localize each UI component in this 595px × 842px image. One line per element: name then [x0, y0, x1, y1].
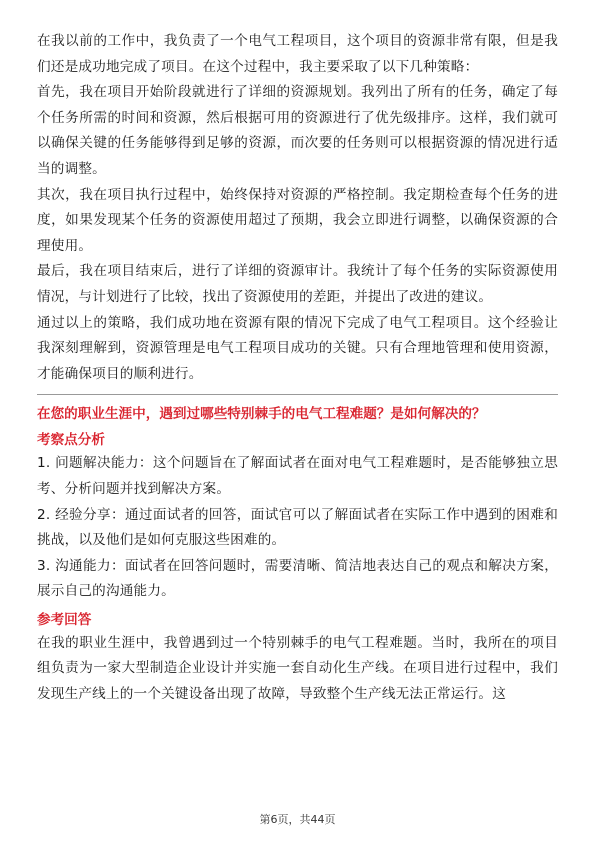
question-title: 在您的职业生涯中，遇到过哪些特别棘手的电气工程难题？是如何解决的？ — [37, 406, 486, 423]
body-paragraph: 其次，我在项目执行过程中，始终保持对资源的严格控制。我定期检查每个任务的进度，如果发现某个任务的资源使用超过了预期，我会立即进行调整，以确保资源的合理使用。 — [37, 186, 558, 254]
analysis-item: 2. 经验分享：通过面试者的回答，面试官可以了解面试者在实际工作中遇到的困难和挑战，以及他们是如何克服这些困难的。 — [37, 506, 558, 549]
analysis-heading: 考察点分析 — [37, 432, 105, 449]
analysis-item: 3. 沟通能力：面试者在回答问题时，需要清晰、简洁地表达自己的观点和解决方案，展示自己的沟通能力。 — [37, 557, 558, 600]
analysis-item: 1. 问题解决能力：这个问题旨在了解面试者在面对电气工程难题时，是否能够独立思考、分析问题并找到解决方案。 — [37, 455, 558, 497]
answer-heading: 参考回答 — [37, 611, 92, 628]
answer-paragraph: 在我的职业生涯中，我曾遇到过一个特别棘手的电气工程难题。当时，我所在的项目组负责为一家大型制造企业设计并实施一套自动化生产线。在项目进行过程中，我们发现生产线上的一个关键设备出现了故障，导致整个生产线无法正常运行。这 — [37, 634, 558, 703]
body-paragraph: 通过以上的策略，我们成功地在资源有限的情况下完成了电气工程项目。这个经验让我深刻理解到，资源管理是电气工程项目成功的关键。只有合理地管理和使用资源，才能确保项目的顺利进行。 — [37, 314, 558, 382]
page-number: 第6页，共44页 — [259, 813, 336, 826]
document-page — [37, 29, 558, 708]
body-paragraph: 最后，我在项目结束后，进行了详细的资源审计。我统计了每个任务的实际资源使用情况，与计划进行了比较，找出了资源使用的差距，并提出了改进的建议。 — [37, 263, 558, 305]
body-paragraph: 首先，我在项目开始阶段就进行了详细的资源规划。我列出了所有的任务，确定了每个任务所需的时间和资源，然后根据可用的资源进行了优先级排序。这样，我们就可以确保关键的任务能够得到足够的资源，而次要的任务则可以根据资源的情况进行适当的调整。 — [37, 84, 558, 177]
section-divider — [37, 394, 558, 395]
body-paragraph: 在我以前的工作中，我负责了一个电气工程项目，这个项目的资源非常有限，但是我们还是成功地完成了项目。在这个过程中，我主要采取了以下几种策略： — [37, 33, 558, 75]
